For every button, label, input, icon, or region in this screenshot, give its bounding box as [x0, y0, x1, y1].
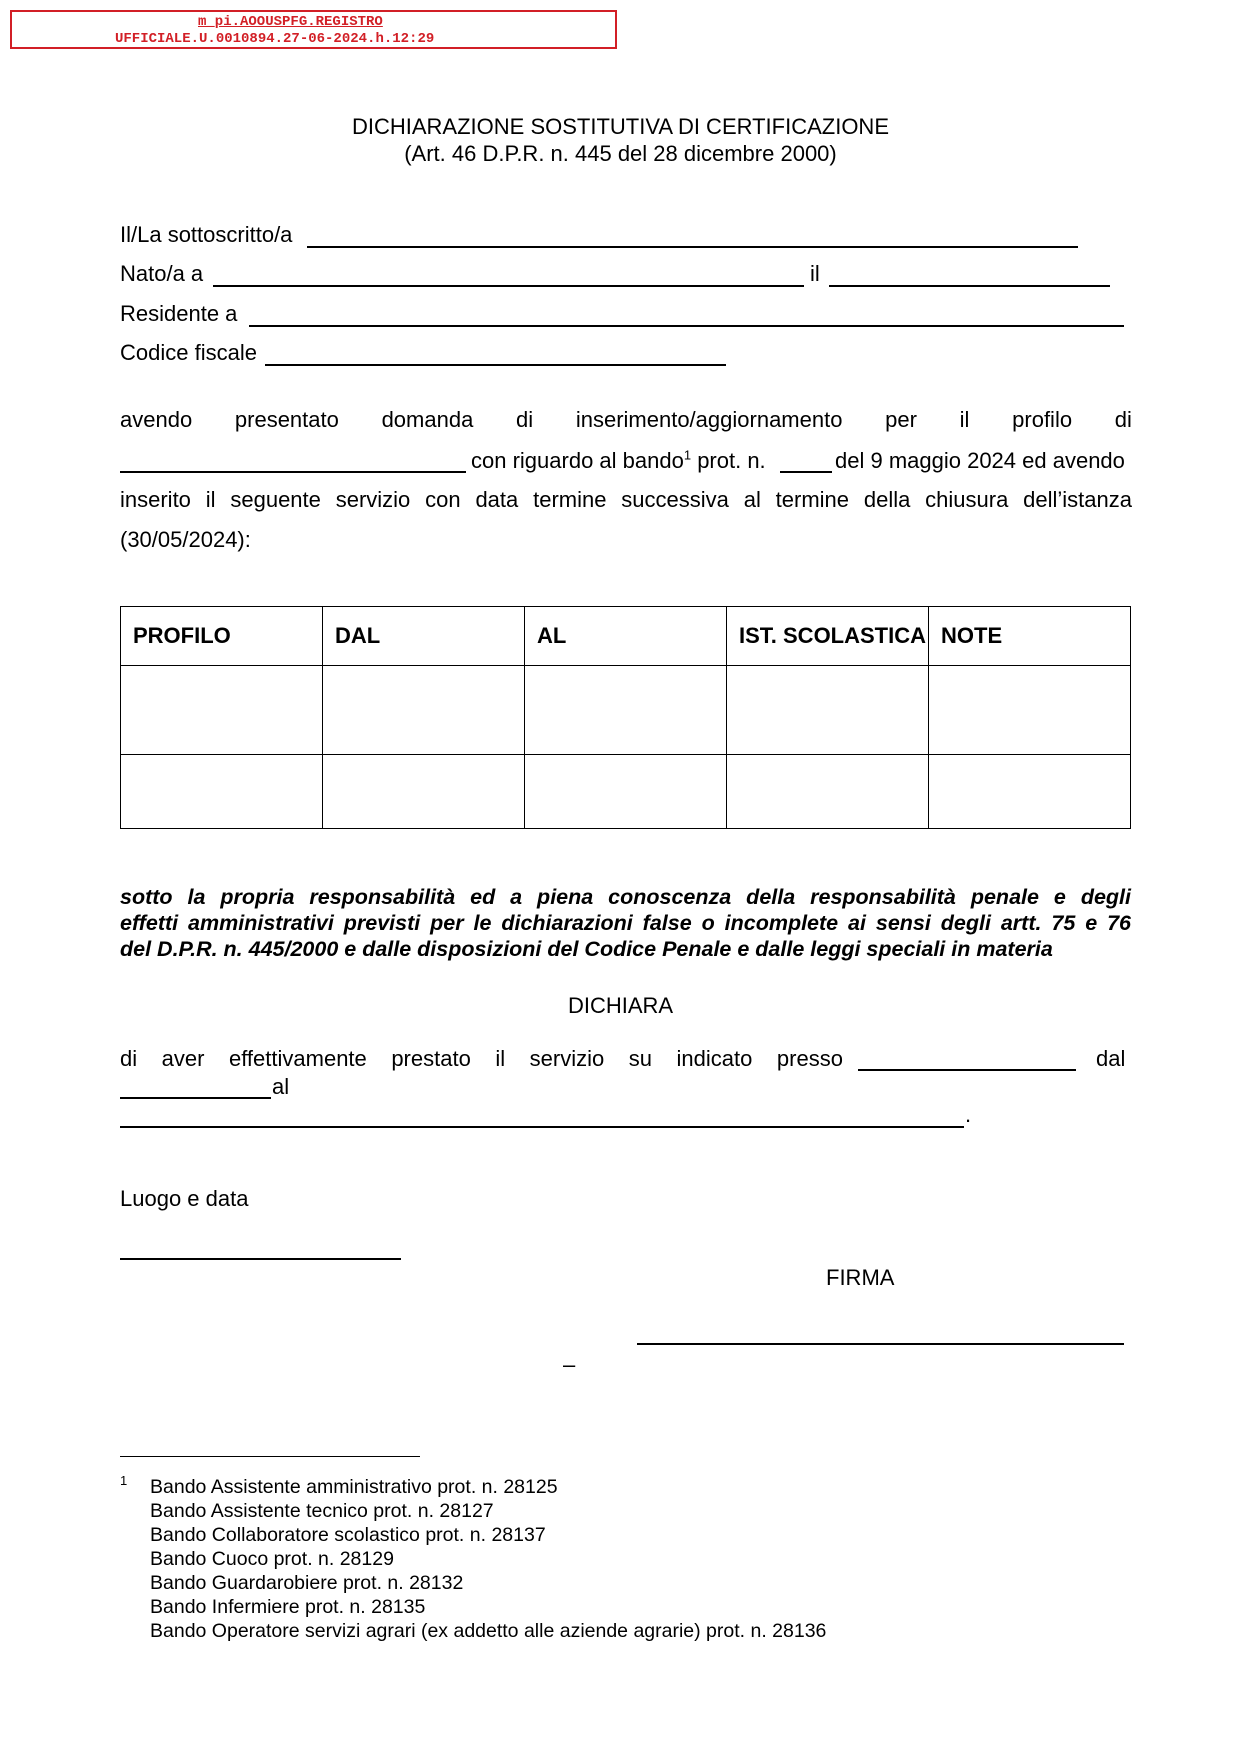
- field-codice-fiscale[interactable]: [265, 364, 726, 366]
- table-row: [121, 666, 1131, 755]
- line-end-period: .: [965, 1102, 972, 1127]
- label-sottoscritto: Il/La sottoscritto/a: [120, 222, 293, 247]
- label-dal: dal: [1096, 1046, 1126, 1071]
- footnote-ref: 1: [683, 447, 692, 463]
- field-luogo-data[interactable]: [120, 1258, 401, 1260]
- header-profilo: PROFILO: [121, 607, 323, 666]
- stray-dash: –: [563, 1352, 576, 1377]
- paragraph-line-3: inserito il seguente servizio con data termine successiva al termine della chiusura dell’istanza: [120, 487, 1132, 512]
- dichiara-line-1: di aver effettivamente prestato il servizio su indicato presso: [120, 1046, 843, 1071]
- table-cell[interactable]: [525, 666, 727, 755]
- paragraph-date: (30/05/2024):: [120, 527, 251, 552]
- field-al[interactable]: [120, 1126, 964, 1128]
- table-cell[interactable]: [727, 666, 929, 755]
- document-subtitle: (Art. 46 D.P.R. n. 445 del 28 dicembre 2000): [404, 141, 837, 166]
- paragraph-data-bando: del 9 maggio 2024 ed avendo: [835, 448, 1125, 473]
- field-profilo[interactable]: [120, 471, 466, 473]
- footnote-item: Bando Operatore servizi agrari (ex addetto alle aziende agrarie) prot. n. 28136: [150, 1620, 827, 1642]
- field-data-nascita[interactable]: [829, 285, 1110, 287]
- protocol-stamp: [10, 10, 617, 49]
- field-dal[interactable]: [120, 1097, 271, 1099]
- paragraph-bando: con riguardo al bando$^1$ prot. n.: [471, 447, 766, 473]
- field-firma[interactable]: [637, 1343, 1124, 1345]
- table-cell[interactable]: [323, 755, 525, 829]
- label-nato: Nato/a a: [120, 261, 204, 286]
- stamp-line-1: m_pi.AOOUSPFG.REGISTRO: [198, 14, 383, 30]
- table-cell[interactable]: [121, 755, 323, 829]
- table-cell[interactable]: [121, 666, 323, 755]
- label-residente: Residente a: [120, 301, 238, 326]
- footnote-item: Bando Collaboratore scolastico prot. n. 28137: [150, 1524, 546, 1546]
- paragraph-line-1: avendo presentato domanda di inserimento/aggiornamento per il profilo di: [120, 407, 1132, 432]
- footnote-item: Bando Guardarobiere prot. n. 28132: [150, 1572, 464, 1594]
- table-cell[interactable]: [929, 755, 1131, 829]
- label-luogo-data: Luogo e data: [120, 1186, 249, 1211]
- table-cell[interactable]: [525, 755, 727, 829]
- table-cell[interactable]: [929, 666, 1131, 755]
- table-row: [121, 755, 1131, 829]
- footnote-number: 1: [120, 1473, 128, 1488]
- label-firma: FIRMA: [826, 1265, 895, 1290]
- table-header-row: [121, 607, 1131, 666]
- field-residenza[interactable]: [249, 325, 1124, 327]
- footnote-item: Bando Cuoco prot. n. 28129: [150, 1548, 394, 1570]
- footnote-separator: [120, 1456, 420, 1457]
- label-al: al: [272, 1074, 290, 1099]
- header-ist-scolastica: IST. SCOLASTICA: [727, 607, 929, 666]
- responsibility-statement: sotto la propria responsabilità ed a piena conoscenza della responsabilità penale e degli effetti amministrativi previsti per le dichiarazioni false o incomplete ai sensi degli artt. 75 e 76 del D.P.R. n. 445/2000 e dalle disposizioni del Codice Penale e dalle leggi speciali in materia: [120, 885, 1131, 961]
- field-prot-numero[interactable]: [780, 471, 832, 473]
- field-luogo-nascita[interactable]: [213, 285, 804, 287]
- header-al: AL: [525, 607, 727, 666]
- footnote-item: Bando Assistente tecnico prot. n. 28127: [150, 1500, 494, 1522]
- label-il: il: [810, 261, 820, 286]
- label-codice-fiscale: Codice fiscale: [120, 340, 257, 365]
- document-title: DICHIARAZIONE SOSTITUTIVA DI CERTIFICAZIONE: [351, 114, 889, 139]
- field-presso[interactable]: [858, 1069, 1076, 1071]
- footnote-item: Bando Assistente amministrativo prot. n. 28125: [150, 1476, 558, 1498]
- dichiara-heading: DICHIARA: [567, 993, 674, 1018]
- footnote-item: Bando Infermiere prot. n. 28135: [150, 1596, 426, 1618]
- table-cell[interactable]: [727, 755, 929, 829]
- header-note: NOTE: [929, 607, 1131, 666]
- header-dal: DAL: [323, 607, 525, 666]
- table-cell[interactable]: [323, 666, 525, 755]
- service-table: [120, 606, 1131, 829]
- field-sottoscritto[interactable]: [307, 246, 1078, 248]
- stamp-line-2: UFFICIALE.U.0010894.27-06-2024.h.12:29: [115, 31, 435, 47]
